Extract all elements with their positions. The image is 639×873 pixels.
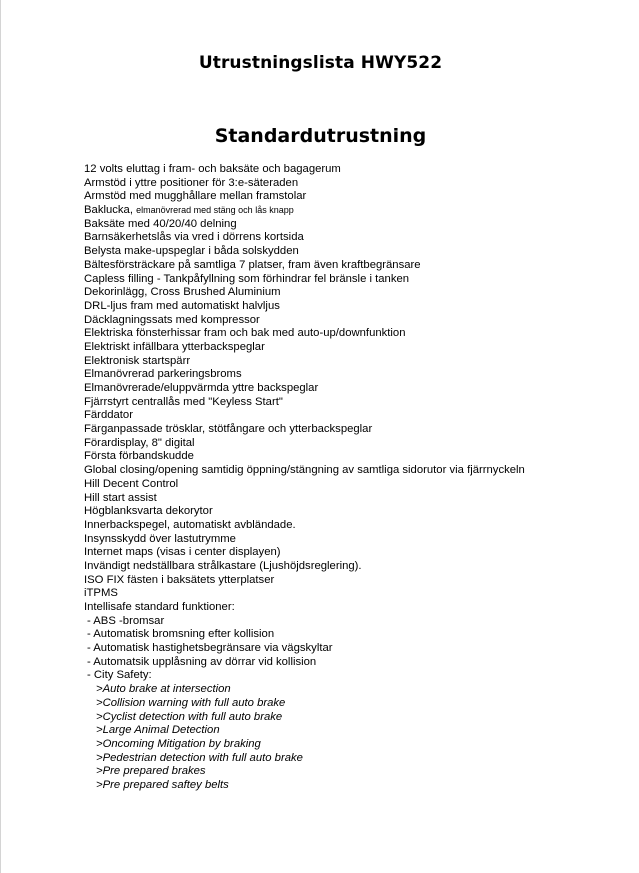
- list-item-text: Invändigt nedställbara strålkastare (Ljushöjdsreglering).: [84, 559, 362, 572]
- equipment-list: [84, 163, 525, 793]
- list-item-text: Baklucka,: [84, 204, 137, 217]
- list-item: [84, 204, 525, 218]
- list-item-text: Innerbackspegel, automatiskt avbländade.: [84, 518, 296, 531]
- list-item: [84, 711, 525, 725]
- list-item-text: >Collision warning with full auto brake: [96, 696, 286, 709]
- list-item: [84, 492, 525, 506]
- list-item: [84, 450, 525, 464]
- section-title: Standardutrustning: [214, 125, 427, 147]
- list-item-text: Intellisafe standard funktioner:: [84, 601, 235, 613]
- list-item-text: Dekorinlägg, Cross Brushed Aluminium: [84, 286, 281, 299]
- list-item: [84, 396, 525, 410]
- list-item-text: 12 volts eluttag i fram- och baksäte och bagagerum: [84, 163, 341, 175]
- list-item-text: DRL-ljus fram med automatiskt halvljus: [84, 299, 280, 312]
- list-item: [84, 231, 525, 245]
- list-item: [84, 218, 525, 232]
- list-item-text: Fjärrstyrt centrallås med "Keyless Start": [84, 395, 283, 408]
- list-item-text: >Large Animal Detection: [96, 724, 220, 737]
- list-item: [84, 177, 525, 191]
- list-item-text: Elektriska fönsterhissar fram och bak med auto-up/downfunktion: [84, 327, 406, 340]
- list-item: [84, 382, 525, 396]
- list-item-text: ISO FIX fästen i baksätets ytterplatser: [84, 573, 275, 586]
- list-item: [84, 724, 525, 738]
- list-item-text: Insynsskydd över lastutrymme: [84, 532, 236, 545]
- list-item: [84, 190, 525, 204]
- list-item-text: Barnsäkerhetslås via vred i dörrens kortsida: [84, 231, 304, 244]
- list-item: [84, 560, 525, 574]
- list-item-text: iTPMS: [84, 587, 118, 600]
- list-item-text: >Pre prepared brakes: [96, 765, 206, 778]
- list-item: [84, 464, 525, 478]
- list-item-note: elmanövrerad med stäng och lås knapp: [136, 205, 294, 216]
- list-item-text: - Automatisk bromsning efter kollision: [87, 628, 275, 641]
- list-item-text: Belysta make-upspeglar i båda solskydden: [84, 245, 299, 258]
- list-item-text: Armstöd i yttre positioner för 3:e-säteraden: [84, 176, 299, 189]
- list-item: [84, 669, 525, 683]
- list-item: [84, 519, 525, 533]
- list-item-text: - Automatsik upplåsning av dörrar vid kollision: [87, 655, 317, 668]
- list-item: [84, 259, 525, 273]
- list-item-text: >Oncoming Mitigation by braking: [96, 737, 261, 750]
- list-item-text: Elektriskt infällbara ytterbackspeglar: [84, 340, 265, 353]
- list-item: [84, 341, 525, 355]
- list-item: [84, 615, 525, 629]
- list-item: [84, 478, 525, 492]
- list-item: [84, 628, 525, 642]
- list-item-text: Hill Decent Control: [84, 477, 179, 490]
- list-item: [84, 245, 525, 259]
- list-item: [84, 505, 525, 519]
- list-item: [84, 656, 525, 670]
- list-item-text: - City Safety:: [87, 669, 152, 682]
- list-item: [84, 683, 525, 697]
- list-item-text: Elmanövrerad parkeringsbroms: [84, 368, 242, 381]
- list-item-text: Internet maps (visas i center displayen): [84, 546, 281, 559]
- list-item-text: Bältesförsträckare på samtliga 7 platser, fram även kraftbegränsare: [84, 258, 421, 271]
- list-item-text: - ABS -bromsar: [87, 614, 165, 627]
- list-item: [84, 437, 525, 451]
- list-item: [84, 273, 525, 287]
- list-item: [84, 738, 525, 752]
- list-item-text: Hill start assist: [84, 491, 157, 504]
- list-item-text: Färganpassade trösklar, stötfångare och ytterbackspeglar: [84, 423, 373, 436]
- list-item: [84, 546, 525, 560]
- list-item-text: Förardisplay, 8" digital: [84, 436, 195, 449]
- list-item: [84, 697, 525, 711]
- list-item-text: Capless filling - Tankpåfyllning som förhindrar fel bränsle i tanken: [84, 272, 410, 285]
- list-item-text: Baksäte med 40/20/40 delning: [84, 217, 237, 230]
- list-item: [84, 752, 525, 766]
- document-title: Utrustningslista HWY522: [198, 53, 443, 73]
- list-item-text: Elektronisk startspärr: [84, 354, 191, 367]
- list-item-text: Global closing/opening samtidig öppning/stängning av samtliga sidorutor via fjärrnyckeln: [84, 464, 525, 477]
- list-item: [84, 642, 525, 656]
- list-item: [84, 286, 525, 300]
- list-item: [84, 765, 525, 779]
- list-item: [84, 163, 525, 177]
- list-item-text: Däcklagningssats med kompressor: [84, 313, 260, 326]
- list-item: [84, 409, 525, 423]
- list-item-text: >Pre prepared saftey belts: [96, 778, 229, 791]
- list-item-text: Elmanövrerade/eluppvärmda yttre backspeglar: [84, 382, 319, 394]
- list-item: [84, 368, 525, 382]
- list-item-text: Armstöd med mugghållare mellan framstolar: [84, 190, 307, 203]
- list-item: [84, 587, 525, 601]
- list-item-text: - Automatisk hastighetsbegränsare via vägskyltar: [87, 642, 333, 655]
- list-item-text: Första förbandskudde: [84, 450, 194, 463]
- list-item: [84, 355, 525, 369]
- list-item: [84, 601, 525, 615]
- list-item: [84, 533, 525, 547]
- list-item: [84, 314, 525, 328]
- list-item: [84, 423, 525, 437]
- list-item-text: >Cyclist detection with full auto brake: [96, 710, 283, 723]
- list-item-text: Färddator: [84, 409, 133, 422]
- list-item-text: >Auto brake at intersection: [96, 683, 231, 696]
- list-item-text: Högblanksvarta dekorytor: [84, 505, 213, 518]
- list-item: [84, 300, 525, 314]
- list-item: [84, 779, 525, 793]
- list-item: [84, 327, 525, 341]
- list-item-text: >Pedestrian detection with full auto brake: [96, 751, 303, 764]
- list-item: [84, 574, 525, 588]
